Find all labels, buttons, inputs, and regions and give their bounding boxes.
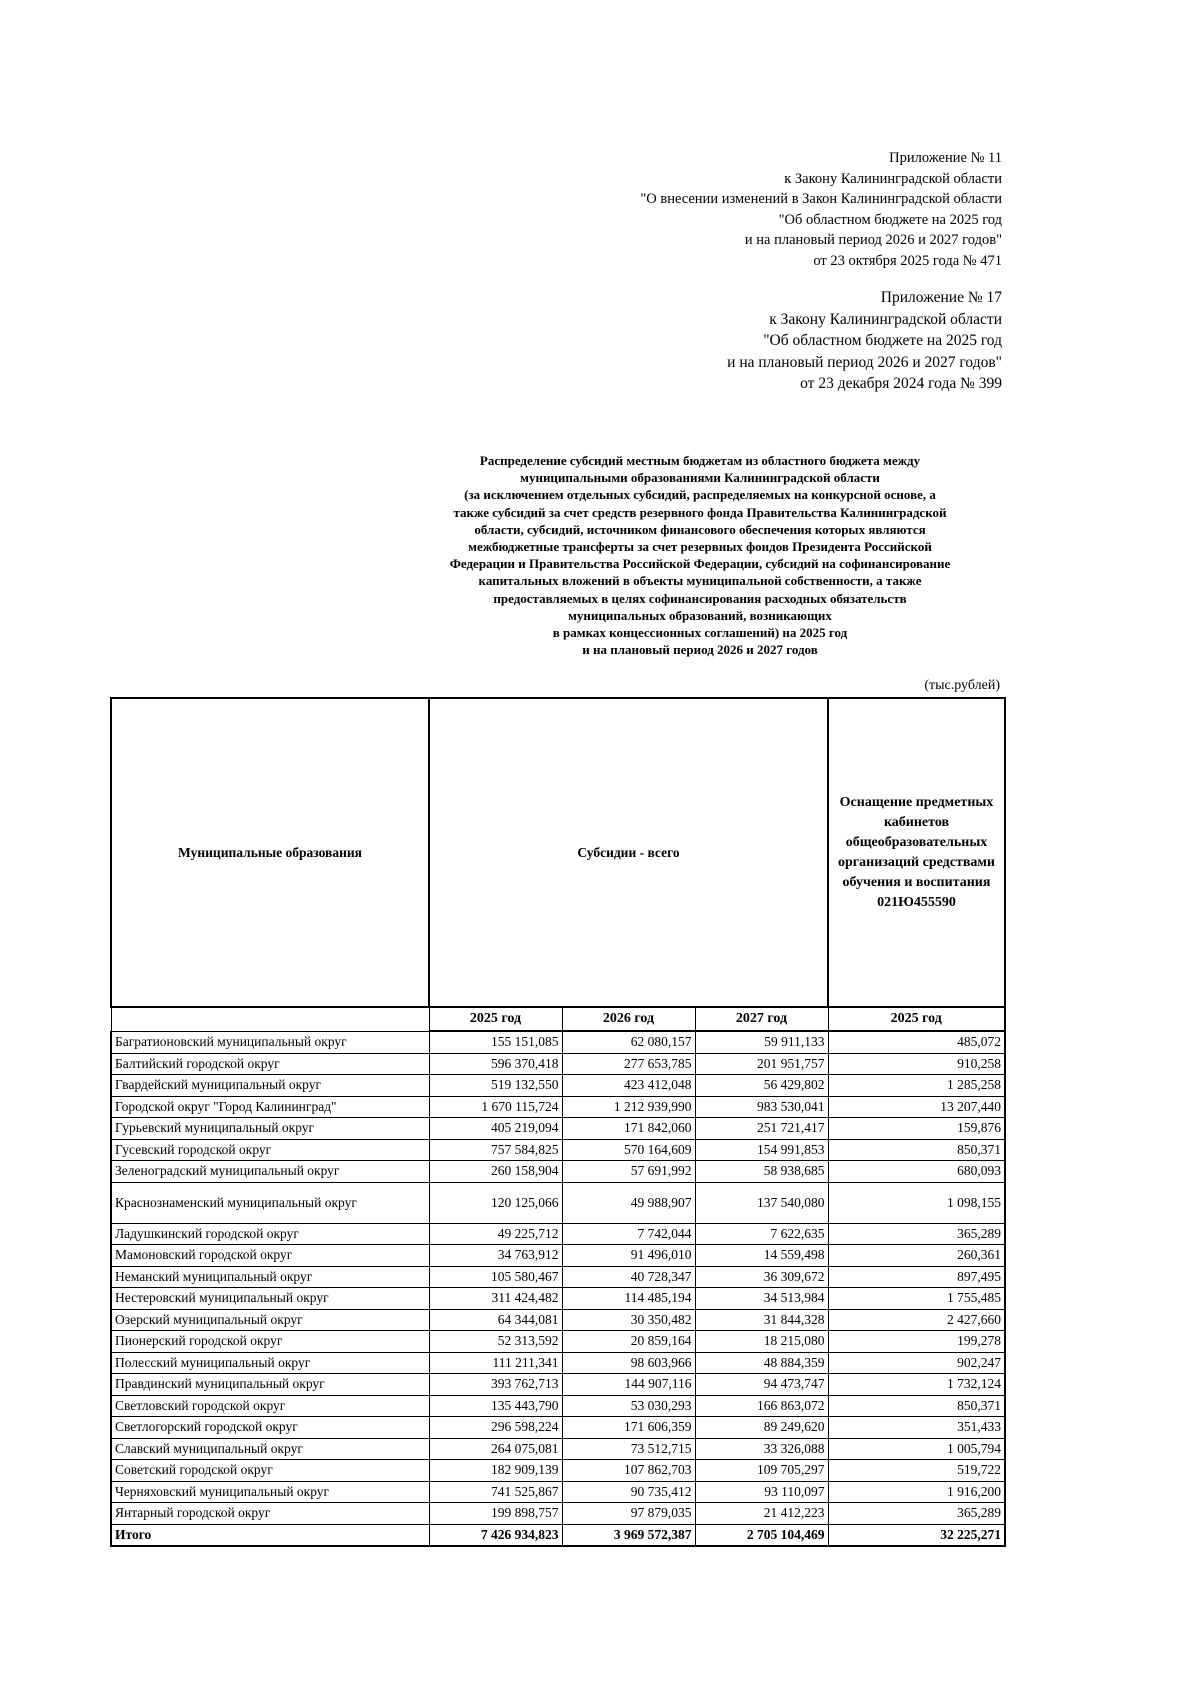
value-cell: 405 219,094 xyxy=(429,1118,562,1140)
value-cell: 3 969 572,387 xyxy=(562,1524,695,1546)
table-row xyxy=(111,1075,1005,1097)
header-empty-cell xyxy=(111,1007,429,1031)
value-cell: 260,361 xyxy=(828,1245,1005,1267)
header-municipality: Муниципальные образования xyxy=(111,698,429,1007)
subsidies-table xyxy=(110,697,1006,1547)
table-row xyxy=(111,1053,1005,1075)
value-cell: 201 951,757 xyxy=(695,1053,828,1075)
annex-line: "Об областном бюджете на 2025 год xyxy=(763,332,1002,349)
annex-line: Приложение № 17 xyxy=(880,289,1002,306)
value-cell: 56 429,802 xyxy=(695,1075,828,1097)
value-cell: 98 603,966 xyxy=(562,1352,695,1374)
units-label: (тыс.рублей) xyxy=(924,678,1000,693)
annex-line: к Закону Калининградской области xyxy=(784,170,1002,187)
title-line: в рамках концессионных соглашений) на 2025 год xyxy=(552,625,848,641)
value-cell: 393 762,713 xyxy=(429,1374,562,1396)
value-cell: 32 225,271 xyxy=(828,1524,1005,1546)
municipality-cell: Советский городской округ xyxy=(111,1460,429,1482)
title-line: и на плановый период 2026 и 2027 годов xyxy=(582,642,818,658)
title-line: муниципальными образованиями Калининградской области xyxy=(520,470,880,486)
value-cell: 105 580,467 xyxy=(429,1266,562,1288)
title-line: также субсидий за счет средств резервного фонда Правительства Калининградской xyxy=(453,504,947,520)
table-row xyxy=(111,1503,1005,1525)
value-cell: 93 110,097 xyxy=(695,1481,828,1503)
value-cell: 7 742,044 xyxy=(562,1223,695,1245)
value-cell: 34 763,912 xyxy=(429,1245,562,1267)
annex-line: от 23 декабря 2024 года № 399 xyxy=(800,375,1002,392)
table-body xyxy=(111,1031,1005,1546)
table-row xyxy=(111,1266,1005,1288)
value-cell: 64 344,081 xyxy=(429,1309,562,1331)
table-row xyxy=(111,1352,1005,1374)
value-cell: 757 584,825 xyxy=(429,1139,562,1161)
table-row xyxy=(111,1288,1005,1310)
annex-line: и на плановый период 2026 и 2027 годов" xyxy=(744,232,1002,248)
value-cell: 7 622,635 xyxy=(695,1223,828,1245)
municipality-cell: Балтийский городской округ xyxy=(111,1053,429,1075)
municipality-cell: Янтарный городской округ xyxy=(111,1503,429,1525)
title-line: капитальных вложений в объекты муниципальной собственности, а также xyxy=(478,573,922,589)
municipality-cell: Городской округ "Город Калининград" xyxy=(111,1096,429,1118)
value-cell: 1 285,258 xyxy=(828,1075,1005,1097)
title-line: области, субсидий, источником финансового обеспечения которых являются xyxy=(474,521,926,537)
value-cell: 850,371 xyxy=(828,1139,1005,1161)
table-row xyxy=(111,1309,1005,1331)
value-cell: 30 350,482 xyxy=(562,1309,695,1331)
municipality-cell: Итого xyxy=(111,1524,429,1546)
value-cell: 31 844,328 xyxy=(695,1309,828,1331)
value-cell: 199 898,757 xyxy=(429,1503,562,1525)
municipality-cell: Полесский муниципальный округ xyxy=(111,1352,429,1374)
value-cell: 1 755,485 xyxy=(828,1288,1005,1310)
value-cell: 20 859,164 xyxy=(562,1331,695,1353)
value-cell: 182 909,139 xyxy=(429,1460,562,1482)
municipality-cell: Зеленоградский муниципальный округ xyxy=(111,1161,429,1183)
value-cell: 251 721,417 xyxy=(695,1118,828,1140)
value-cell: 97 879,035 xyxy=(562,1503,695,1525)
annex-line: Приложение № 11 xyxy=(889,150,1002,166)
value-cell: 40 728,347 xyxy=(562,1266,695,1288)
header-equipment: Оснащение предметных кабинетов общеобразовательных организаций средствами обучения и воспитания 021Ю455590 xyxy=(828,698,1005,1007)
annex-line: к Закону Калининградской области xyxy=(769,310,1002,328)
municipality-cell: Светлогорский городской округ xyxy=(111,1417,429,1439)
value-cell: 57 691,992 xyxy=(562,1161,695,1183)
value-cell: 850,371 xyxy=(828,1395,1005,1417)
title-line: предоставляемых в целях софинансирования расходных обязательств xyxy=(493,590,907,606)
value-cell: 154 991,853 xyxy=(695,1139,828,1161)
value-cell: 89 249,620 xyxy=(695,1417,828,1439)
table-row xyxy=(111,1096,1005,1118)
value-cell: 365,289 xyxy=(828,1223,1005,1245)
table-row xyxy=(111,1223,1005,1245)
table-row xyxy=(111,1245,1005,1267)
table-row xyxy=(111,1460,1005,1482)
total-row xyxy=(111,1524,1005,1546)
title-line: Федерации и Правительства Российской Федерации, субсидий на софинансирование xyxy=(449,556,951,572)
table-row xyxy=(111,1417,1005,1439)
value-cell: 351,433 xyxy=(828,1417,1005,1439)
annex-line: и на плановый период 2026 и 2027 годов" xyxy=(727,353,1002,371)
municipality-cell: Багратионовский муниципальный округ xyxy=(111,1031,429,1053)
title-line: (за исключением отдельных субсидий, распределяемых на конкурсной основе, а xyxy=(464,487,936,503)
municipality-cell: Озерский муниципальный округ xyxy=(111,1309,429,1331)
value-cell: 264 075,081 xyxy=(429,1438,562,1460)
municipality-cell: Светловский городской округ xyxy=(111,1395,429,1417)
value-cell: 91 496,010 xyxy=(562,1245,695,1267)
year-header: 2025 год xyxy=(429,1007,562,1031)
value-cell: 910,258 xyxy=(828,1053,1005,1075)
annex-17-header xyxy=(727,287,1002,395)
value-cell: 90 735,412 xyxy=(562,1481,695,1503)
value-cell: 296 598,224 xyxy=(429,1417,562,1439)
value-cell: 48 884,359 xyxy=(695,1352,828,1374)
value-cell: 365,289 xyxy=(828,1503,1005,1525)
value-cell: 73 512,715 xyxy=(562,1438,695,1460)
value-cell: 680,093 xyxy=(828,1161,1005,1183)
value-cell: 144 907,116 xyxy=(562,1374,695,1396)
value-cell: 171 842,060 xyxy=(562,1118,695,1140)
table-row xyxy=(111,1438,1005,1460)
value-cell: 171 606,359 xyxy=(562,1417,695,1439)
title-line: Распределение субсидий местным бюджетам из областного бюджета между xyxy=(479,453,921,468)
value-cell: 1 098,155 xyxy=(828,1182,1005,1223)
value-cell: 897,495 xyxy=(828,1266,1005,1288)
year-header: 2026 год xyxy=(562,1007,695,1031)
value-cell: 114 485,194 xyxy=(562,1288,695,1310)
value-cell: 49 988,907 xyxy=(562,1182,695,1223)
value-cell: 983 530,041 xyxy=(695,1096,828,1118)
municipality-cell: Правдинский муниципальный округ xyxy=(111,1374,429,1396)
value-cell: 36 309,672 xyxy=(695,1266,828,1288)
title-line: муниципальных образований, возникающих xyxy=(568,607,832,623)
value-cell: 52 313,592 xyxy=(429,1331,562,1353)
value-cell: 2 705 104,469 xyxy=(695,1524,828,1546)
value-cell: 111 211,341 xyxy=(429,1352,562,1374)
annex-line: "О внесении изменений в Закон Калининградской области xyxy=(640,191,1002,207)
value-cell: 120 125,066 xyxy=(429,1182,562,1223)
value-cell: 199,278 xyxy=(828,1331,1005,1353)
value-cell: 741 525,867 xyxy=(429,1481,562,1503)
table-row xyxy=(111,1374,1005,1396)
table-row xyxy=(111,1161,1005,1183)
value-cell: 58 938,685 xyxy=(695,1161,828,1183)
table-row xyxy=(111,1481,1005,1503)
table-row xyxy=(111,1331,1005,1353)
table-row xyxy=(111,1031,1005,1053)
value-cell: 34 513,984 xyxy=(695,1288,828,1310)
value-cell: 2 427,660 xyxy=(828,1309,1005,1331)
municipality-cell: Краснознаменский муниципальный округ xyxy=(111,1182,429,1223)
municipality-cell: Черняховский муниципальный округ xyxy=(111,1481,429,1503)
value-cell: 260 158,904 xyxy=(429,1161,562,1183)
value-cell: 1 005,794 xyxy=(828,1438,1005,1460)
value-cell: 109 705,297 xyxy=(695,1460,828,1482)
value-cell: 53 030,293 xyxy=(562,1395,695,1417)
document-title xyxy=(415,452,985,658)
year-header: 2025 год xyxy=(828,1007,1005,1031)
value-cell: 1 670 115,724 xyxy=(429,1096,562,1118)
value-cell: 1 916,200 xyxy=(828,1481,1005,1503)
value-cell: 277 653,785 xyxy=(562,1053,695,1075)
value-cell: 519,722 xyxy=(828,1460,1005,1482)
value-cell: 519 132,550 xyxy=(429,1075,562,1097)
municipality-cell: Славский муниципальный округ xyxy=(111,1438,429,1460)
header-subsidies-total: Субсидии - всего xyxy=(429,698,828,1007)
value-cell: 107 862,703 xyxy=(562,1460,695,1482)
value-cell: 137 540,080 xyxy=(695,1182,828,1223)
municipality-cell: Мамоновский городской округ xyxy=(111,1245,429,1267)
table-row xyxy=(111,1139,1005,1161)
value-cell: 62 080,157 xyxy=(562,1031,695,1053)
value-cell: 1 212 939,990 xyxy=(562,1096,695,1118)
municipality-cell: Пионерский городской округ xyxy=(111,1331,429,1353)
value-cell: 1 732,124 xyxy=(828,1374,1005,1396)
value-cell: 33 326,088 xyxy=(695,1438,828,1460)
value-cell: 902,247 xyxy=(828,1352,1005,1374)
municipality-cell: Гусевский городской округ xyxy=(111,1139,429,1161)
table-row xyxy=(111,1118,1005,1140)
annex-11-header xyxy=(640,148,1002,271)
municipality-cell: Гурьевский муниципальный округ xyxy=(111,1118,429,1140)
municipality-cell: Нестеровский муниципальный округ xyxy=(111,1288,429,1310)
value-cell: 7 426 934,823 xyxy=(429,1524,562,1546)
municipality-cell: Гвардейский муниципальный округ xyxy=(111,1075,429,1097)
value-cell: 311 424,482 xyxy=(429,1288,562,1310)
municipality-cell: Ладушкинский городской округ xyxy=(111,1223,429,1245)
value-cell: 94 473,747 xyxy=(695,1374,828,1396)
value-cell: 159,876 xyxy=(828,1118,1005,1140)
value-cell: 49 225,712 xyxy=(429,1223,562,1245)
table-row xyxy=(111,1182,1005,1223)
value-cell: 21 412,223 xyxy=(695,1503,828,1525)
value-cell: 166 863,072 xyxy=(695,1395,828,1417)
table-row xyxy=(111,1395,1005,1417)
value-cell: 14 559,498 xyxy=(695,1245,828,1267)
year-header: 2027 год xyxy=(695,1007,828,1031)
value-cell: 13 207,440 xyxy=(828,1096,1005,1118)
value-cell: 570 164,609 xyxy=(562,1139,695,1161)
annex-line: от 23 октября 2025 года № 471 xyxy=(813,252,1002,269)
value-cell: 596 370,418 xyxy=(429,1053,562,1075)
value-cell: 18 215,080 xyxy=(695,1331,828,1353)
value-cell: 485,072 xyxy=(828,1031,1005,1053)
value-cell: 155 151,085 xyxy=(429,1031,562,1053)
value-cell: 135 443,790 xyxy=(429,1395,562,1417)
title-line: межбюджетные трансферты за счет резервных фондов Президента Российской xyxy=(468,539,932,555)
value-cell: 59 911,133 xyxy=(695,1031,828,1053)
value-cell: 423 412,048 xyxy=(562,1075,695,1097)
municipality-cell: Неманский муниципальный округ xyxy=(111,1266,429,1288)
annex-line: "Об областном бюджете на 2025 год xyxy=(778,211,1002,228)
